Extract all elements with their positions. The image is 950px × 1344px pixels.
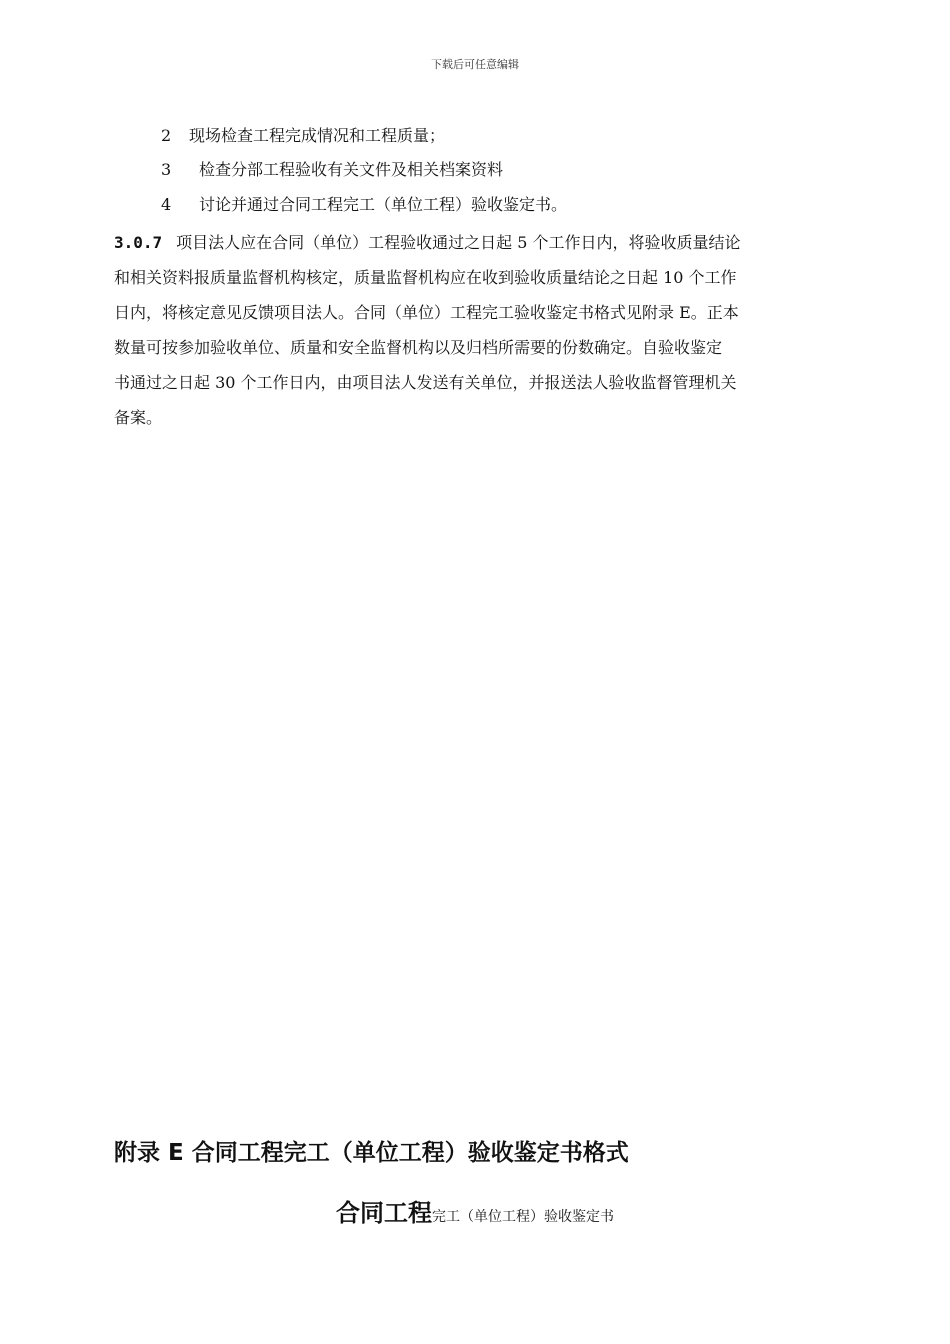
paragraph-line: 日内，将核定意见反馈项目法人。合同（单位）工程完工验收鉴定书格式见附录 E。正本 bbox=[114, 303, 739, 322]
subtitle-main: 合同工程 bbox=[336, 1199, 432, 1227]
paragraph-line: 数量可按参加验收单位、质量和安全监督机构以及归档所需要的份数确定。自验收鉴定 bbox=[114, 338, 723, 357]
paragraph-line: 备案。 bbox=[114, 408, 163, 427]
list-item-number: 3 bbox=[161, 160, 172, 179]
appendix-title: 附录 E 合同工程完工（单位工程）验收鉴定书格式 bbox=[114, 1140, 629, 1166]
list-item-number: 2 bbox=[161, 126, 172, 145]
paragraph-line bbox=[114, 225, 858, 260]
list-item-text: 检查分部工程验收有关文件及相关档案资料 bbox=[199, 160, 504, 179]
paragraph-line: 和相关资料报质量监督机构核定，质量监督机构应在收到验收质量结论之日起 10 个工作 bbox=[114, 268, 737, 287]
clause-paragraph bbox=[114, 225, 858, 435]
list-item-text: 现场检查工程完成情况和工程质量； bbox=[189, 126, 446, 145]
list-item bbox=[161, 125, 445, 147]
list-item bbox=[161, 159, 503, 181]
list-item bbox=[161, 194, 567, 216]
list-item-text: 讨论并通过合同工程完工（单位工程）验收鉴定书。 bbox=[199, 195, 568, 214]
clause-number: 3.0.7 bbox=[114, 233, 163, 252]
paragraph-line-text: 项目法人应在合同（单位）工程验收通过之日起 5 个工作日内，将验收质量结论 bbox=[176, 233, 741, 252]
document-subtitle bbox=[0, 1193, 950, 1228]
list-item-number: 4 bbox=[161, 195, 172, 214]
paragraph-line: 书通过之日起 30 个工作日内，由项目法人发送有关单位，并报送法人验收监督管理机关 bbox=[114, 373, 737, 392]
page-header-note: 下载后可任意编辑 bbox=[431, 58, 519, 71]
subtitle-suffix: 完工（单位工程）验收鉴定书 bbox=[432, 1209, 614, 1225]
